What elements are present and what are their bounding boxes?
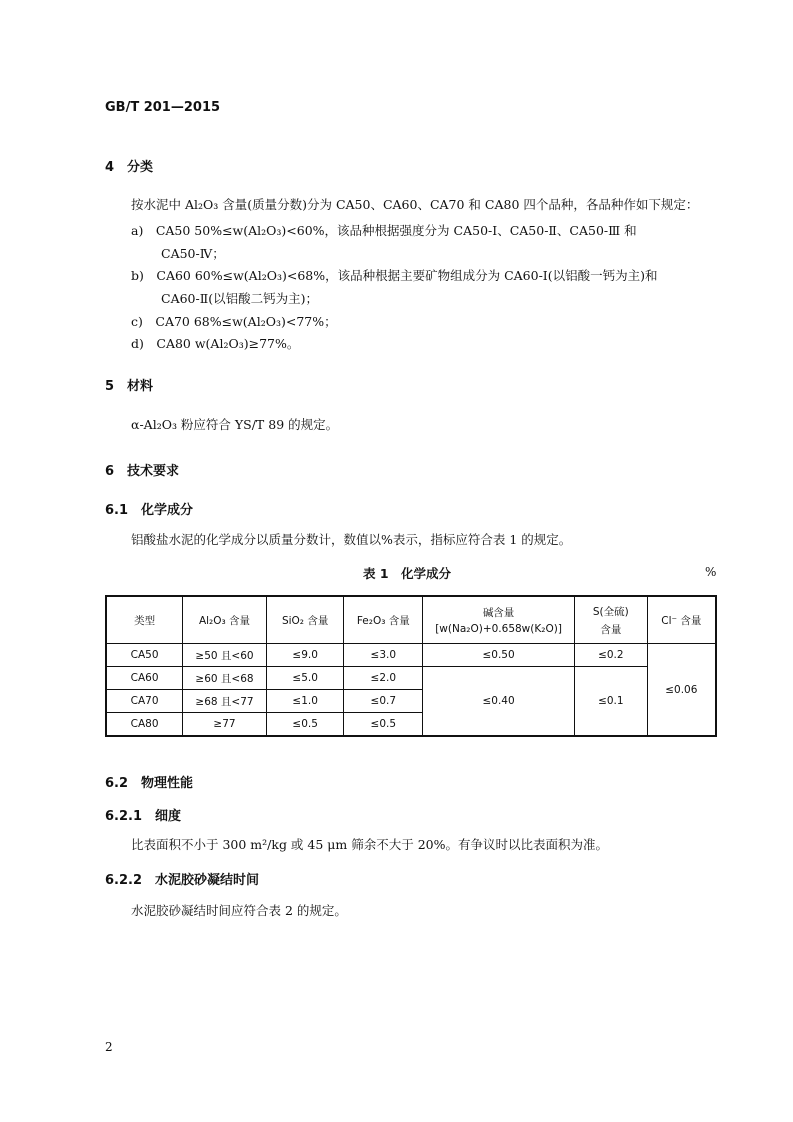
item-b-line1: b) CA60 60%≤w(Al₂O₃)<68%，该品种根据主要矿物组成分为 CA60-Ⅰ(以铝酸一钙为主)和 <box>131 268 658 283</box>
cell-fe2o3: ≤2.0 <box>344 667 423 690</box>
cell-sulfur-rest: ≤0.1 <box>574 667 647 737</box>
page-number: 2 <box>105 1040 113 1054</box>
section-6-2-1-title: 6.2.1 细度 <box>105 809 182 824</box>
section-4-intro: 按水泥中 Al₂O₃ 含量(质量分数)分为 CA50、CA60、CA70 和 CA80 四个品种，各品种作如下规定： <box>131 197 699 212</box>
standard-code: GB/T 201—2015 <box>105 100 221 115</box>
item-c: c) CA70 68%≤w(Al₂O₃)<77%； <box>131 314 337 329</box>
cell-fe2o3: ≤0.5 <box>344 713 423 737</box>
cell-chloride-all: ≤0.06 <box>647 644 716 737</box>
header-type: 类型 <box>106 596 183 644</box>
cell-sio2: ≤1.0 <box>266 690 344 713</box>
header-sulfur <box>574 596 647 644</box>
header-sulfur-line2: 含量 <box>600 623 622 636</box>
header-sio2: SiO₂ 含量 <box>266 596 344 644</box>
section-6-title: 6 技术要求 <box>105 464 180 479</box>
table-header-row <box>106 596 716 644</box>
section-4-title: 4 分类 <box>105 160 154 175</box>
cell-sio2: ≤9.0 <box>266 644 344 667</box>
header-sulfur-line1: S(全硫) <box>592 605 629 618</box>
header-al2o3: Al₂O₃ 含量 <box>183 596 267 644</box>
table-row <box>106 667 716 690</box>
item-b-line2: CA60-Ⅱ(以铝酸二钙为主)； <box>161 291 318 306</box>
cell-type: CA80 <box>106 713 183 737</box>
header-alkali <box>423 596 575 644</box>
cell-fe2o3: ≤3.0 <box>344 644 423 667</box>
section-5-text: α-Al₂O₃ 粉应符合 YS/T 89 的规定。 <box>131 417 339 432</box>
cell-al2o3: ≥60 且<68 <box>183 667 267 690</box>
header-alkali-line1: 碱含量 <box>482 607 515 619</box>
section-6-1-text: 铝酸盐水泥的化学成分以质量分数计，数值以%表示，指标应符合表 1 的规定。 <box>131 532 572 547</box>
header-alkali-line2: [w(Na₂O)+0.658w(K₂O)] <box>435 623 562 635</box>
cell-alkali-ca50: ≤0.50 <box>423 644 575 667</box>
cell-sio2: ≤0.5 <box>266 713 344 737</box>
section-6-2-2-text: 水泥胶砂凝结时间应符合表 2 的规定。 <box>131 903 347 918</box>
cell-al2o3: ≥68 且<77 <box>183 690 267 713</box>
header-chloride: Cl⁻ 含量 <box>647 596 716 644</box>
chemical-composition-table <box>105 595 717 737</box>
cell-type: CA50 <box>106 644 183 667</box>
cell-type: CA70 <box>106 690 183 713</box>
item-d: d) CA80 w(Al₂O₃)≥77%。 <box>131 336 300 351</box>
table-1-unit: % <box>705 565 717 579</box>
cell-al2o3: ≥50 且<60 <box>183 644 267 667</box>
item-a-line1: a) CA50 50%≤w(Al₂O₃)<60%，该品种根据强度分为 CA50-Ⅰ、CA50-Ⅱ、CA50-Ⅲ 和 <box>131 223 637 238</box>
table-row <box>106 644 716 667</box>
cell-al2o3: ≥77 <box>183 713 267 737</box>
cell-type: CA60 <box>106 667 183 690</box>
section-6-2-2-title: 6.2.2 水泥胶砂凝结时间 <box>105 873 260 888</box>
cell-sio2: ≤5.0 <box>266 667 344 690</box>
item-a-line2: CA50-Ⅳ； <box>161 246 225 261</box>
section-6-2-1-text: 比表面积不小于 300 m²/kg 或 45 μm 筛余不大于 20%。有争议时以比表面积为准。 <box>131 837 608 852</box>
section-6-1-title: 6.1 化学成分 <box>105 503 194 518</box>
section-5-title: 5 材料 <box>105 379 154 394</box>
table-1-caption: 表 1 化学成分 <box>363 566 452 581</box>
cell-fe2o3: ≤0.7 <box>344 690 423 713</box>
section-6-2-title: 6.2 物理性能 <box>105 776 194 791</box>
cell-alkali-rest: ≤0.40 <box>423 667 575 737</box>
cell-sulfur-ca50: ≤0.2 <box>574 644 647 667</box>
header-fe2o3: Fe₂O₃ 含量 <box>344 596 423 644</box>
